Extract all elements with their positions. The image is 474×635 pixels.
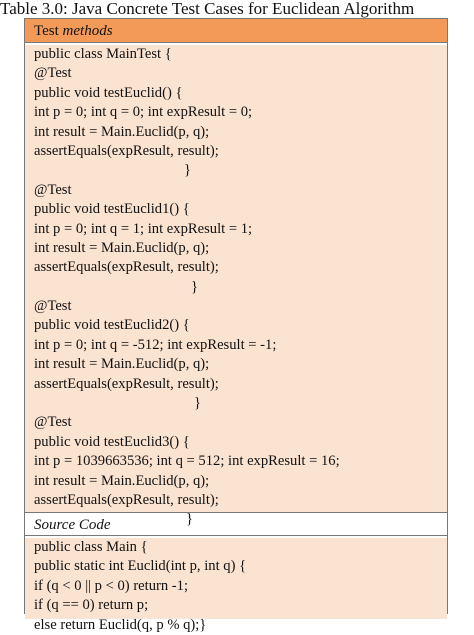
- code-line: @Test: [34, 65, 72, 82]
- code-line: public class MainTest {: [34, 46, 172, 62]
- code-line: int p = 0; int q = -512; int expResult = -1;: [34, 336, 277, 353]
- closing-brace: }: [191, 278, 199, 295]
- code-line: public class Main {: [34, 539, 148, 555]
- source-code-header: Source Code: [25, 512, 447, 536]
- closing-brace: }: [194, 395, 202, 412]
- closing-brace: }: [186, 511, 194, 528]
- test-methods-header: [25, 19, 447, 43]
- code-line: public void testEuclid() {: [34, 84, 183, 101]
- code-line: if (q == 0) return p;: [34, 597, 149, 614]
- code-line: int result = Main.Euclid(p, q);: [34, 472, 210, 489]
- code-line: @Test: [34, 181, 72, 198]
- code-line: int p = 0; int q = 1; int expResult = 1;: [34, 220, 253, 237]
- table-caption: Table 3.0: Java Concrete Test Cases for Euclidean Algorithm: [0, 0, 415, 18]
- code-line: assertEquals(expResult, result);: [34, 375, 219, 392]
- source-code-block: [25, 538, 447, 633]
- code-line: public void testEuclid2() {: [34, 317, 190, 334]
- code-line: int p = 1039663536; int q = 512; int expResult = 16;: [34, 453, 340, 470]
- code-line: public void testEuclid3() {: [34, 433, 190, 450]
- code-line: int result = Main.Euclid(p, q);: [34, 123, 210, 140]
- code-table: [24, 18, 448, 633]
- code-line: @Test: [34, 414, 72, 431]
- test-header-italic: methods: [62, 23, 113, 39]
- code-line: @Test: [34, 298, 72, 315]
- code-line: public void testEuclid1() {: [34, 201, 190, 218]
- code-line: int result = Main.Euclid(p, q);: [34, 239, 210, 256]
- code-line: if (q < 0 || p < 0) return -1;: [34, 577, 189, 594]
- closing-brace: }: [184, 162, 192, 179]
- code-line: assertEquals(expResult, result);: [34, 142, 219, 159]
- code-line: else return Euclid(q, p % q);}: [34, 616, 207, 633]
- code-line: public static int Euclid(int p, int q) {: [34, 558, 247, 575]
- code-line: assertEquals(expResult, result);: [34, 259, 219, 276]
- code-line: int p = 0; int q = 0; int expResult = 0;: [34, 104, 253, 121]
- code-line: int result = Main.Euclid(p, q);: [34, 356, 210, 373]
- code-line: assertEquals(expResult, result);: [34, 491, 219, 508]
- test-header-prefix: Test: [34, 23, 63, 39]
